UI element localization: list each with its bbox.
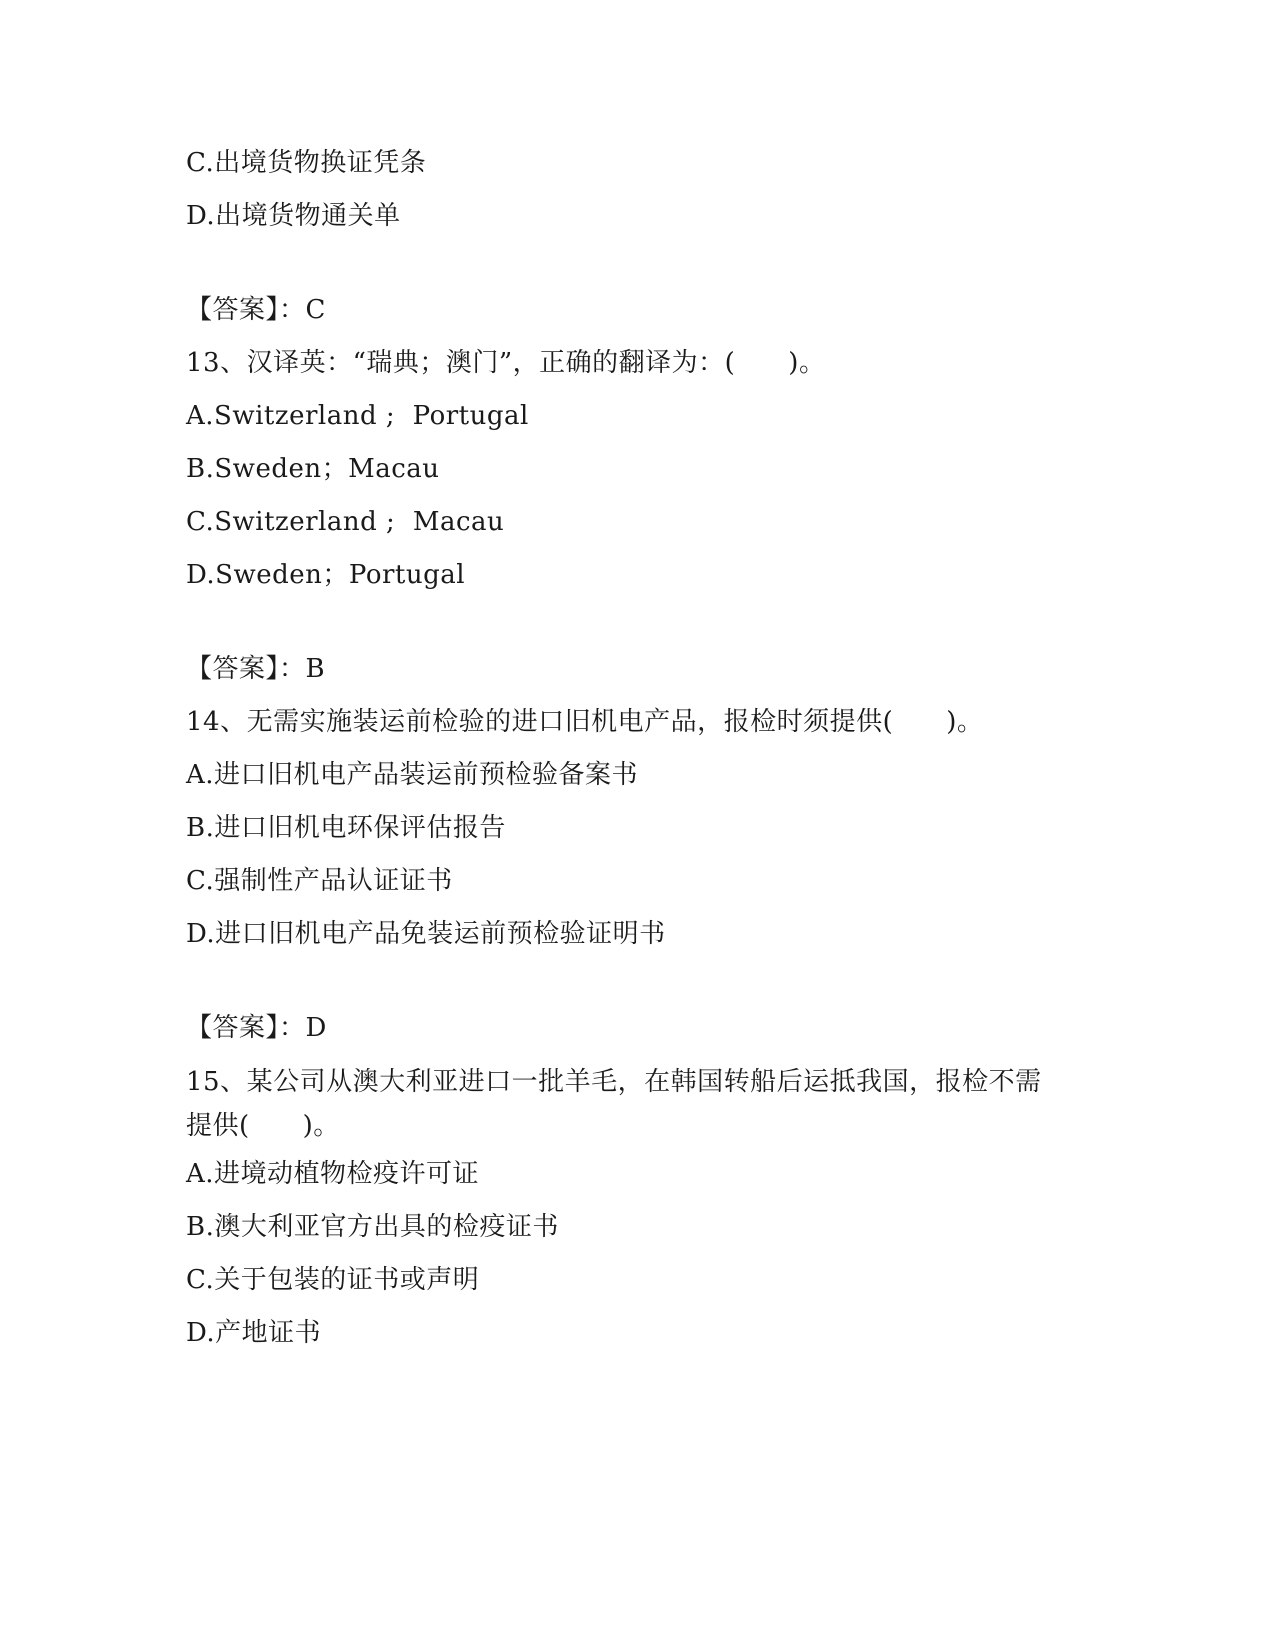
q12-option-c: C.出境货物换证凭条: [186, 148, 427, 178]
q14-option-b: B.进口旧机电环保评估报告: [186, 813, 506, 843]
q14-question: 14、无需实施装运前检验的进口旧机电产品，报检时须提供( )。: [186, 707, 984, 737]
q15-option-a: A.进境动植物检疫许可证: [186, 1159, 480, 1189]
q12-answer: 【答案】：C: [186, 295, 326, 325]
q13-option-c: C.Switzerland ; Macau: [186, 507, 505, 537]
q14-option-c: C.强制性产品认证证书: [186, 866, 453, 896]
q13-option-a: A.Switzerland ; Portugal: [186, 401, 529, 431]
q14-option-a: A.进口旧机电产品装运前预检验备案书: [186, 760, 639, 790]
q13-question: 13、汉译英：“瑞典；澳门”，正确的翻译为：( )。: [186, 348, 826, 378]
q15-question: 15、某公司从澳大利亚进口一批羊毛，在韩国转船后运抵我国，报检不需提供( )。: [186, 1067, 1042, 1141]
q13-option-b: B.Sweden；Macau: [186, 454, 440, 484]
q13-option-d: D.Sweden；Portugal: [186, 560, 466, 590]
q14-answer: 【答案】：D: [186, 1013, 327, 1043]
q13-answer: 【答案】：B: [186, 654, 326, 684]
q15-option-d: D.产地证书: [186, 1318, 322, 1348]
q15-option-b: B.澳大利亚官方出具的检疫证书: [186, 1212, 559, 1242]
q12-option-d: D.出境货物通关单: [186, 201, 401, 231]
q15-option-c: C.关于包装的证书或声明: [186, 1265, 480, 1295]
q14-option-d: D.进口旧机电产品免装运前预检验证明书: [186, 919, 666, 949]
